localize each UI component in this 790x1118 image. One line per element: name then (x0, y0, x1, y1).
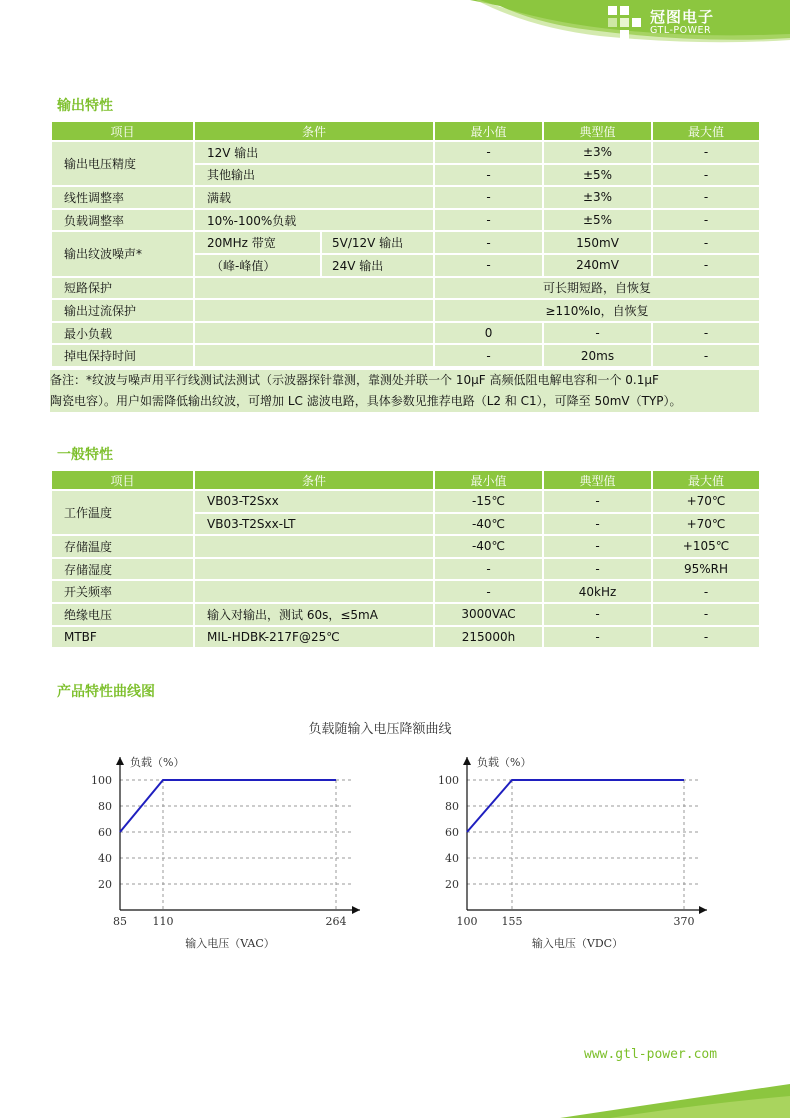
max-cell: - (652, 164, 760, 187)
header-condition: 条件 (194, 470, 434, 490)
max-cell: +70℃ (652, 490, 760, 513)
min-cell: - (434, 186, 543, 209)
header-typ: 典型值 (543, 121, 652, 141)
max-cell: 95%RH (652, 558, 760, 581)
value-cell: ≥110%Io，自恢复 (434, 299, 760, 322)
x-tick-label: 264 (325, 915, 347, 928)
y-tick-label: 40 (98, 852, 112, 865)
max-cell: - (652, 322, 760, 345)
condition-cell: VB03-T2Sxx (194, 490, 434, 513)
min-cell: - (434, 164, 543, 187)
x-tick-label: 85 (113, 915, 127, 928)
min-cell: -40℃ (434, 513, 543, 536)
y-tick-label: 80 (98, 800, 112, 813)
typ-cell: - (543, 490, 652, 513)
header-max: 最大值 (652, 121, 760, 141)
typ-cell: 150mV (543, 231, 652, 254)
row-label: 掉电保持时间 (51, 344, 194, 367)
max-cell: - (652, 344, 760, 367)
condition-sub-cell: 5V/12V 输出 (321, 231, 434, 254)
typ-cell: ±3% (543, 141, 652, 164)
max-cell: - (652, 186, 760, 209)
output-section-title: 输出特性 (57, 98, 113, 114)
brand-name-cn: 冠图电子 (650, 8, 715, 26)
row-label: 负载调整率 (51, 209, 194, 232)
max-cell: +105℃ (652, 535, 760, 558)
typ-cell: 240mV (543, 254, 652, 277)
condition-cell: 其他输出 (194, 164, 434, 187)
row-label: MTBF (51, 626, 194, 649)
header-min: 最小值 (434, 121, 543, 141)
general-section-title: 一般特性 (57, 447, 113, 463)
y-tick-label: 100 (91, 774, 112, 787)
typ-cell: - (543, 558, 652, 581)
condition-cell: 输入对输出，测试 60s，≤5mA (194, 603, 434, 626)
header-typ: 典型值 (543, 470, 652, 490)
typ-cell: - (543, 535, 652, 558)
footer-url[interactable]: www.gtl-power.com (584, 1047, 718, 1062)
note-line: 陶瓷电容）。用户如需降低输出纹波，可增加 LC 滤波电路，具体参数见推荐电路（L2 和 C1），可降至 50mV（TYP）。 (50, 394, 682, 408)
max-cell: - (652, 231, 760, 254)
header-max: 最大值 (652, 470, 760, 490)
x-tick-label: 370 (673, 915, 695, 928)
max-cell: - (652, 603, 760, 626)
condition-cell: 10%-100%负载 (194, 209, 434, 232)
min-cell: 3000VAC (434, 603, 543, 626)
x-tick-label: 110 (152, 915, 174, 928)
row-label: 线性调整率 (51, 186, 194, 209)
typ-cell: ±5% (543, 209, 652, 232)
header-condition: 条件 (194, 121, 434, 141)
y-tick-label: 20 (98, 878, 112, 891)
max-cell: - (652, 626, 760, 649)
condition-cell: 满载 (194, 186, 434, 209)
min-cell: - (434, 141, 543, 164)
row-label: 绝缘电压 (51, 603, 194, 626)
row-label: 最小负载 (51, 322, 194, 345)
min-cell: -40℃ (434, 535, 543, 558)
typ-cell: 20ms (543, 344, 652, 367)
x-tick-label: 155 (501, 915, 523, 928)
y-axis-label: 负载（%） (130, 756, 185, 769)
min-cell: 215000h (434, 626, 543, 649)
min-cell: - (434, 209, 543, 232)
row-label: 工作温度 (51, 490, 194, 535)
row-label: 存储湿度 (51, 558, 194, 581)
x-axis-label: 输入电压（VDC） (531, 937, 624, 950)
y-tick-label: 100 (438, 774, 459, 787)
min-cell: - (434, 254, 543, 277)
row-label: 存储温度 (51, 535, 194, 558)
min-cell: - (434, 231, 543, 254)
x-axis-label: 输入电压（VAC） (185, 937, 275, 950)
condition-cell: 20MHz 带宽 (194, 231, 321, 254)
min-cell: - (434, 344, 543, 367)
typ-cell: - (543, 626, 652, 649)
max-cell: - (652, 254, 760, 277)
min-cell: - (434, 558, 543, 581)
y-tick-label: 40 (445, 852, 459, 865)
y-axis-label: 负载（%） (477, 756, 532, 769)
max-cell: - (652, 209, 760, 232)
y-tick-label: 60 (98, 826, 112, 839)
y-axis-arrow-icon (463, 757, 471, 765)
value-cell: 可长期短路，自恢复 (434, 277, 760, 300)
y-tick-label: 80 (445, 800, 459, 813)
min-cell: 0 (434, 322, 543, 345)
x-tick-label: 100 (456, 915, 478, 928)
row-label: 输出电压精度 (51, 141, 194, 186)
typ-cell: 40kHz (543, 580, 652, 603)
condition-cell: MIL-HDBK-217F@25℃ (194, 626, 434, 649)
row-label: 短路保护 (51, 277, 194, 300)
brand-name-en: GTL-POWER (650, 25, 712, 36)
min-cell: - (434, 580, 543, 603)
row-label: 输出纹波噪声* (51, 231, 194, 276)
typ-cell: - (543, 603, 652, 626)
header-item: 项目 (51, 470, 194, 490)
header-min: 最小值 (434, 470, 543, 490)
typ-cell: ±5% (543, 164, 652, 187)
max-cell: +70℃ (652, 513, 760, 536)
x-axis-arrow-icon (699, 906, 707, 914)
y-tick-label: 60 (445, 826, 459, 839)
condition-cell: VB03-T2Sxx-LT (194, 513, 434, 536)
condition-cell: （峰-峰值） (194, 254, 321, 277)
max-cell: - (652, 580, 760, 603)
row-label: 输出过流保护 (51, 299, 194, 322)
min-cell: -15℃ (434, 490, 543, 513)
note-line: 备注：*纹波与噪声用平行线测试法测试（示波器探针靠测，靠测处并联一个 10μF 高频低阻电解电容和一个 0.1μF (50, 373, 659, 387)
typ-cell: - (543, 513, 652, 536)
curves-section-title: 产品特性曲线图 (57, 684, 155, 700)
chart-caption: 负载随输入电压降额曲线 (308, 722, 452, 737)
typ-cell: - (543, 322, 652, 345)
y-tick-label: 20 (445, 878, 459, 891)
condition-sub-cell: 24V 输出 (321, 254, 434, 277)
header-item: 项目 (51, 121, 194, 141)
row-label: 开关频率 (51, 580, 194, 603)
typ-cell: ±3% (543, 186, 652, 209)
condition-cell: 12V 输出 (194, 141, 434, 164)
max-cell: - (652, 141, 760, 164)
